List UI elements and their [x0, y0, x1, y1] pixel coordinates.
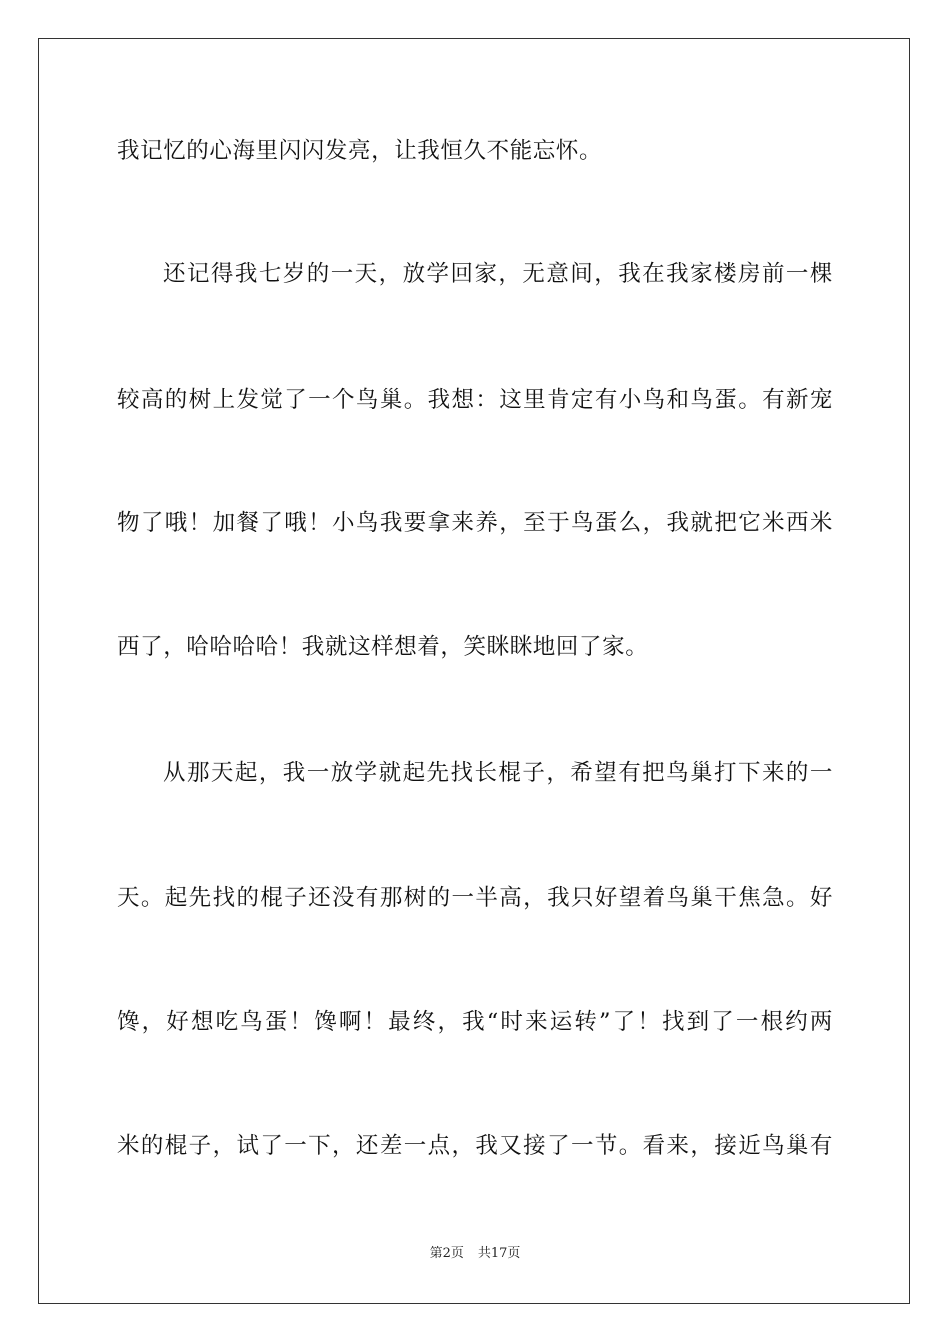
text-line: 较高的树上发觉了一个鸟巢。我想：这里肯定有小鸟和鸟蛋。有新宠: [117, 387, 833, 413]
page-footer: [0, 1245, 950, 1263]
paragraph-first-line: 还记得我七岁的一天，放学回家，无意间，我在我家楼房前一棵: [163, 261, 833, 287]
paragraph-first-line: 从那天起，我一放学就起先找长棍子，希望有把鸟巢打下来的一: [163, 760, 833, 786]
page-border: [38, 38, 910, 1304]
text-line: 馋，好想吃鸟蛋！馋啊！最终，我“时来运转”了！找到了一根约两: [117, 1009, 833, 1035]
text-line: 西了，哈哈哈哈！我就这样想着，笑眯眯地回了家。: [117, 634, 649, 660]
text-line: 天。起先找的棍子还没有那树的一半高，我只好望着鸟巢干焦急。好: [117, 885, 833, 911]
total-pages: 共17页: [477, 1246, 521, 1261]
text-line: 我记忆的心海里闪闪发亮，让我恒久不能忘怀。: [117, 138, 603, 164]
text-line: 物了哦！加餐了哦！小鸟我要拿来养，至于鸟蛋么，我就把它米西米: [117, 510, 833, 536]
text-line: 米的棍子，试了一下，还差一点，我又接了一节。看来，接近鸟巢有: [117, 1133, 833, 1159]
current-page-number: 第2页: [429, 1246, 464, 1261]
